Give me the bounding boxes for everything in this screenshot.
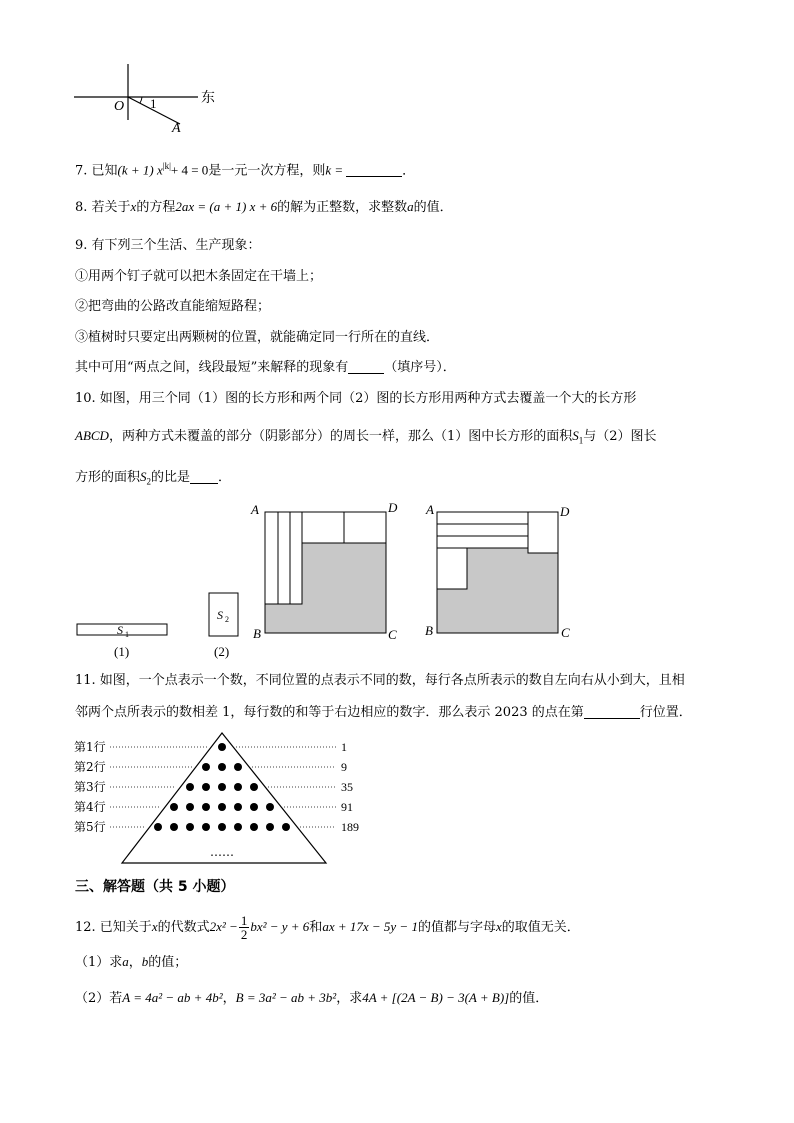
method1-block-1 bbox=[302, 512, 344, 543]
dot bbox=[266, 823, 274, 831]
label-angle-1: 1 bbox=[150, 96, 157, 111]
triangle-svg bbox=[70, 730, 390, 870]
row-sum-2: 9 bbox=[341, 760, 347, 774]
q12-prefix: 12. 已知关于 bbox=[75, 920, 152, 935]
method1-strip-1 bbox=[265, 512, 278, 604]
q10-abcd: ABCD bbox=[75, 428, 109, 443]
dot bbox=[170, 823, 178, 831]
q8-prefix: 8. 若关于 bbox=[75, 200, 131, 215]
q10-s1-sub: 1 bbox=[578, 435, 584, 446]
dot bbox=[234, 783, 242, 791]
q9-answer-blank[interactable] bbox=[348, 359, 384, 374]
row-label-5: 第5行 bbox=[74, 820, 106, 834]
row-label-3: 第3行 bbox=[74, 780, 106, 794]
q7-prefix: 7. 已知 bbox=[75, 163, 118, 179]
dot bbox=[218, 783, 226, 791]
compass-figure bbox=[70, 60, 230, 140]
q12-frac-den: 2 bbox=[240, 927, 248, 942]
q12-x2: x bbox=[495, 919, 502, 934]
q12-sep: ， bbox=[222, 991, 236, 1006]
method2-strip-3 bbox=[437, 536, 528, 548]
q10-line-3 bbox=[75, 468, 231, 491]
dot bbox=[218, 823, 226, 831]
method2-label-D: D bbox=[560, 504, 570, 519]
q11-answer-blank[interactable] bbox=[584, 704, 640, 719]
angle-arc bbox=[140, 97, 142, 103]
dot bbox=[250, 783, 258, 791]
row-sum-3: 35 bbox=[341, 780, 353, 794]
q7-end: ． bbox=[402, 163, 416, 179]
q9-title: 9. 有下列三个生活、生产现象： bbox=[75, 238, 261, 253]
rect-s1-label: S bbox=[117, 623, 123, 637]
q10-line2-mid: ，两种方式未覆盖的部分（阴影部分）的周长一样，那么（1）图中长方形的面积 bbox=[108, 429, 573, 444]
q8-mid1: 的方程 bbox=[136, 200, 176, 215]
row-label-1: 第1行 bbox=[74, 740, 106, 754]
dot bbox=[154, 823, 162, 831]
q10-s2-sub: 2 bbox=[146, 476, 152, 487]
q12-expr1-b: bx² − y + 6 bbox=[250, 919, 310, 934]
q12-expr2: ax + 17x − 5y − 1 bbox=[322, 919, 418, 934]
row-sum-4: 91 bbox=[341, 800, 353, 814]
q10-line-1: 10. 如图，用三个同（1）图的长方形和两个同（2）图的长方形用两种方式去覆盖一个大的长方形 bbox=[75, 391, 637, 406]
dot bbox=[266, 803, 274, 811]
q12-part1-a: a bbox=[122, 954, 129, 969]
dot bbox=[250, 803, 258, 811]
q12-part1-end: 的值； bbox=[148, 955, 188, 970]
q12-B-expr: B = 3a² − ab + 3b² bbox=[235, 990, 337, 1005]
row-label-2: 第2行 bbox=[74, 760, 106, 774]
method1-strip-3 bbox=[290, 512, 302, 604]
question-12 bbox=[75, 912, 580, 946]
q12-mid2: 的值都与字母 bbox=[417, 920, 496, 935]
rect-s2-sub: 2 bbox=[225, 615, 229, 624]
question-7 bbox=[75, 157, 415, 180]
q7-answer-blank[interactable] bbox=[346, 162, 402, 177]
dot bbox=[202, 763, 210, 771]
dot bbox=[202, 803, 210, 811]
q9-item-1: ①用两个钉子就可以把木条固定在干墙上； bbox=[75, 269, 323, 284]
dot bbox=[170, 803, 178, 811]
q12-and: 和 bbox=[309, 920, 323, 935]
dot bbox=[186, 783, 194, 791]
q12-part1-sep: ， bbox=[128, 955, 142, 970]
row-sum-5: 189 bbox=[341, 820, 359, 834]
q10-answer-blank[interactable] bbox=[190, 469, 218, 484]
q9-ask bbox=[75, 359, 456, 377]
compass-figure-svg bbox=[70, 60, 230, 140]
q7-var: k = bbox=[325, 162, 344, 178]
method1-label-C: C bbox=[388, 627, 397, 642]
dot bbox=[202, 783, 210, 791]
q10-line3-end: ． bbox=[218, 470, 232, 485]
q10-s2: S bbox=[140, 469, 147, 484]
q8-end: 的值． bbox=[413, 200, 453, 215]
q10-line3-start: 方形的面积 bbox=[75, 470, 141, 485]
method1-block-2 bbox=[344, 512, 386, 543]
method1-label-D: D bbox=[388, 500, 398, 515]
method2-label-A: A bbox=[426, 502, 434, 517]
dot bbox=[250, 823, 258, 831]
caption-2: (2) bbox=[214, 644, 230, 659]
row-sum-1: 1 bbox=[341, 740, 347, 754]
q12-end: 的取值无关． bbox=[501, 920, 580, 935]
q9-ask-start: 其中可用“两点之间，线段最短”来解释的现象有 bbox=[75, 360, 349, 375]
q12-part2-end: 的值． bbox=[509, 991, 549, 1006]
q8-x: x bbox=[130, 199, 137, 214]
rect-s2-label: S bbox=[217, 608, 223, 622]
dot bbox=[234, 763, 242, 771]
q7-middle: 是一元一次方程，则 bbox=[208, 163, 326, 179]
q8-equation: 2ax = (a + 1) x + 6 bbox=[175, 199, 278, 214]
q11-line2-start: 邻两个点所表示的数相差 1，每行数的和等于右边相应的数字．那么表示 2023 的点在第 bbox=[75, 705, 584, 720]
q12-part1-b: b bbox=[141, 954, 149, 969]
q11-figure bbox=[70, 730, 390, 870]
q12-part-2 bbox=[75, 989, 548, 1008]
q8-a: a bbox=[407, 199, 414, 214]
q7-math: (k + 1) x bbox=[117, 162, 163, 178]
q12-target: 4A + [(2A − B) − 3(A + B)] bbox=[362, 990, 510, 1005]
q12-ask: ，求 bbox=[336, 991, 363, 1006]
q12-part1-start: （1）求 bbox=[75, 955, 123, 970]
method2-strip-2 bbox=[437, 524, 528, 536]
q11-line-2 bbox=[75, 704, 692, 722]
q10-line3-mid: 的比是 bbox=[151, 470, 191, 485]
method1-strip-2 bbox=[278, 512, 290, 604]
dot bbox=[234, 823, 242, 831]
label-east: 东 bbox=[201, 90, 215, 106]
caption-1: (1) bbox=[114, 644, 130, 659]
label-A: A bbox=[172, 121, 181, 136]
q9-item-2: ②把弯曲的公路改直能缩短路程； bbox=[75, 299, 271, 314]
q12-expr1-a: 2x² − bbox=[209, 919, 238, 934]
q10-line2-end: 与（2）图长 bbox=[583, 429, 657, 444]
method2-label-C: C bbox=[561, 625, 570, 640]
q12-A-expr: A = 4a² − ab + 4b² bbox=[122, 990, 223, 1005]
rect-s1-sub: 1 bbox=[125, 630, 129, 639]
triangle bbox=[122, 733, 326, 863]
q7-exponent: |k| bbox=[162, 161, 171, 171]
dot bbox=[218, 743, 226, 751]
q10-figures bbox=[70, 500, 590, 665]
dots-more: …… bbox=[210, 845, 234, 859]
q9-item-3: ③植树时只要定出两颗树的位置，就能确定同一行所在的直线． bbox=[75, 330, 440, 345]
dot bbox=[218, 803, 226, 811]
section-3-heading: 三、解答题（共 5 小题） bbox=[75, 879, 235, 895]
q10-line-2 bbox=[75, 427, 657, 450]
q7-math2: + 4 = 0 bbox=[170, 162, 209, 178]
q12-frac-num: 1 bbox=[240, 913, 248, 928]
q10-s1: S bbox=[572, 428, 579, 443]
q12-part2-start: （2）若 bbox=[75, 991, 123, 1006]
q12-x: x bbox=[151, 919, 158, 934]
method2-label-B: B bbox=[425, 623, 433, 638]
method2-block-1 bbox=[437, 548, 467, 589]
label-O: O bbox=[114, 99, 125, 114]
q12-mid1: 的代数式 bbox=[157, 920, 210, 935]
q11-line-1: 11. 如图，一个点表示一个数，不同位置的点表示不同的数，每行各点所表示的数自左向右从小到大，且相 bbox=[75, 673, 685, 688]
dot bbox=[186, 803, 194, 811]
q9-ask-end: （填序号）． bbox=[384, 360, 456, 375]
q12-fraction bbox=[239, 914, 250, 941]
dot bbox=[186, 823, 194, 831]
q12-part-1 bbox=[75, 953, 187, 972]
dot bbox=[202, 823, 210, 831]
method2-block-2 bbox=[528, 512, 558, 553]
question-8 bbox=[75, 198, 453, 217]
dot bbox=[218, 763, 226, 771]
q10-figures-svg bbox=[70, 500, 590, 665]
method1-label-A: A bbox=[251, 502, 259, 517]
row-label-4: 第4行 bbox=[74, 800, 106, 814]
method2-strip-1 bbox=[437, 512, 528, 524]
dot bbox=[282, 823, 290, 831]
q11-line2-end: 行位置． bbox=[639, 705, 692, 720]
q8-mid2: 的解为正整数，求整数 bbox=[277, 200, 408, 215]
method1-label-B: B bbox=[253, 626, 261, 641]
dot bbox=[234, 803, 242, 811]
rect-s2 bbox=[209, 593, 238, 636]
